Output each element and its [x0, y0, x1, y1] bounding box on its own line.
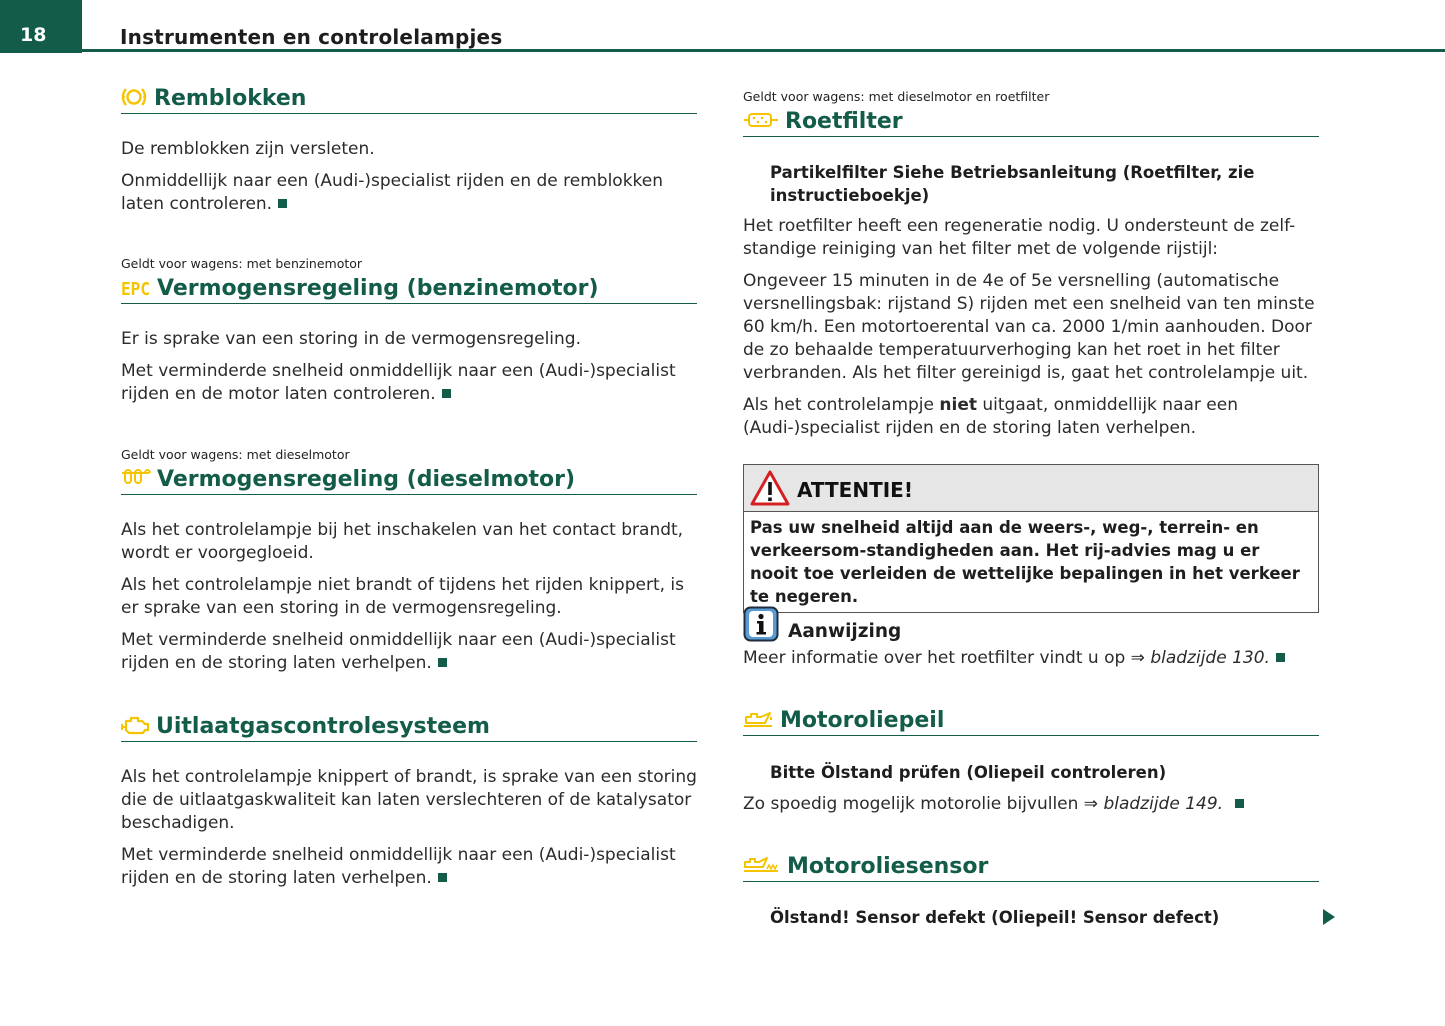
page-reference-link[interactable]: bladzijde 149.	[1103, 794, 1224, 814]
paragraph: Het roetfilter heeft een regeneratie nodig. U ondersteunt de zelf-standige reiniging van het filter met de volgende rijstijl:	[743, 216, 1296, 259]
applies-note: Geldt voor wagens: met dieselmotor	[121, 447, 350, 462]
page-number: 18	[20, 24, 47, 46]
section-diesel	[121, 447, 697, 675]
section-title: Roetfilter	[785, 109, 903, 134]
section-title: Vermogensregeling (benzinemotor)	[157, 276, 599, 301]
end-mark	[438, 873, 447, 882]
section-heading	[121, 463, 697, 495]
page-reference-link[interactable]: bladzijde 130.	[1150, 648, 1270, 668]
paragraph: Als het controlelampje knippert of brandt, is sprake van een storing die de uitlaatgaskwaliteit kan laten verslechteren of de katalysator beschadigen.	[121, 767, 697, 833]
info-icon	[743, 606, 779, 646]
paragraph: De remblokken zijn versleten.	[121, 139, 375, 159]
warning-triangle-icon	[750, 470, 790, 510]
section-title: Vermogensregeling (dieselmotor)	[157, 467, 576, 492]
section-title: Motoroliesensor	[787, 854, 989, 879]
paragraph: Onmiddellijk naar een (Audi-)specialist rijden en de remblokken laten controleren.	[121, 171, 664, 214]
epc-icon-text: EPC	[121, 279, 150, 298]
oil-sensor-lamp-icon	[743, 854, 779, 876]
particulate-filter-lamp-icon	[743, 109, 779, 131]
section-exhaust	[121, 710, 697, 890]
note-title: Aanwijzing	[788, 621, 902, 642]
note-text: Meer informatie over het roetfilter vindt u op ⇒ bladzijde 130.	[743, 647, 1319, 670]
attention-box	[743, 464, 1319, 613]
section-oil-level	[743, 704, 1319, 816]
page-number-box	[0, 0, 82, 53]
end-mark	[1276, 653, 1285, 662]
glow-plug-lamp-icon	[121, 467, 151, 489]
brake-pads-lamp-icon	[121, 86, 147, 108]
attention-title: ATTENTIE!	[797, 478, 913, 502]
display-message: Ölstand! Sensor defekt (Oliepeil! Sensor defect)	[770, 908, 1220, 927]
note-heading	[743, 606, 1319, 644]
paragraph: Met verminderde snelheid onmiddellijk naar een (Audi-)specialist rijden en de storing laten verhelpen.	[121, 630, 676, 673]
paragraph: Ongeveer 15 minuten in de 4e of 5e versnelling (automatische versnellingsbak: rijstand S) rijden met een snelheid van ten minste 60 km/h. Een motortoerental van ca. 2000 1/min aanhouden. Door de zo behaalde temperatuurverhoging kan het roet in het filter verbranden. Als het filter gereinigd is, gaat het controlelampje uit.	[743, 271, 1315, 383]
end-mark	[438, 658, 447, 667]
section-title: Motoroliepeil	[780, 708, 945, 733]
end-mark	[442, 389, 451, 398]
display-message: Bitte Ölstand prüfen (Oliepeil controleren)	[770, 763, 1167, 782]
section-heading	[743, 105, 1319, 137]
section-roetfilter	[743, 89, 1319, 440]
oil-can-lamp-icon	[743, 708, 773, 730]
end-mark	[1235, 799, 1244, 808]
attention-header	[744, 465, 1318, 512]
continue-arrow-icon[interactable]	[1322, 908, 1336, 930]
engine-check-lamp-icon	[121, 714, 151, 736]
paragraph: Er is sprake van een storing in de vermogensregeling.	[121, 329, 581, 349]
paragraph: Als het controlelampje bij het inschakelen van het contact brandt, wordt er voorgegloeid.	[121, 520, 684, 563]
attention-text: Pas uw snelheid altijd aan de weers-, weg-, terrein- en verkeersom-standigheden aan. Het rij-advies mag u er nooit toe verleiden de wettelijke bepalingen in het verkeer te negeren.	[750, 518, 1300, 606]
applies-note: Geldt voor wagens: met dieselmotor en roetfilter	[743, 89, 1050, 104]
section-heading	[121, 82, 697, 114]
applies-note: Geldt voor wagens: met benzinemotor	[121, 256, 363, 271]
section-title: Remblokken	[154, 86, 307, 111]
section-epc	[121, 256, 697, 406]
section-heading	[121, 710, 697, 742]
page-title: Instrumenten en controlelampjes	[120, 25, 503, 49]
section-remblokken	[121, 82, 697, 216]
epc-lamp-icon	[121, 276, 151, 298]
section-heading	[121, 272, 697, 304]
section-oil-sensor	[743, 850, 1319, 929]
note-block	[743, 606, 1319, 670]
paragraph: Met verminderde snelheid onmiddellijk naar een (Audi-)specialist rijden en de motor laten controleren.	[121, 361, 676, 404]
paragraph: Als het controlelampje niet brandt of tijdens het rijden knippert, is er sprake van een storing in de vermogensregeling.	[121, 575, 685, 618]
paragraph: Zo spoedig mogelijk motorolie bijvullen ⇒ bladzijde 149.	[743, 793, 1319, 816]
section-heading	[743, 704, 1319, 736]
end-mark	[278, 199, 287, 208]
display-message: Partikelfilter Siehe Betriebsanleitung (Roetfilter, zie instructieboekje)	[770, 163, 1255, 205]
paragraph: Met verminderde snelheid onmiddellijk naar een (Audi-)specialist rijden en de storing laten verhelpen.	[121, 845, 676, 888]
paragraph: Als het controlelampje niet uitgaat, onmiddellijk naar een (Audi-)specialist rijden en de storing laten verhelpen.	[743, 395, 1238, 438]
section-title: Uitlaatgascontrolesysteem	[156, 714, 490, 739]
header-divider	[82, 49, 1445, 52]
section-heading	[743, 850, 1319, 882]
